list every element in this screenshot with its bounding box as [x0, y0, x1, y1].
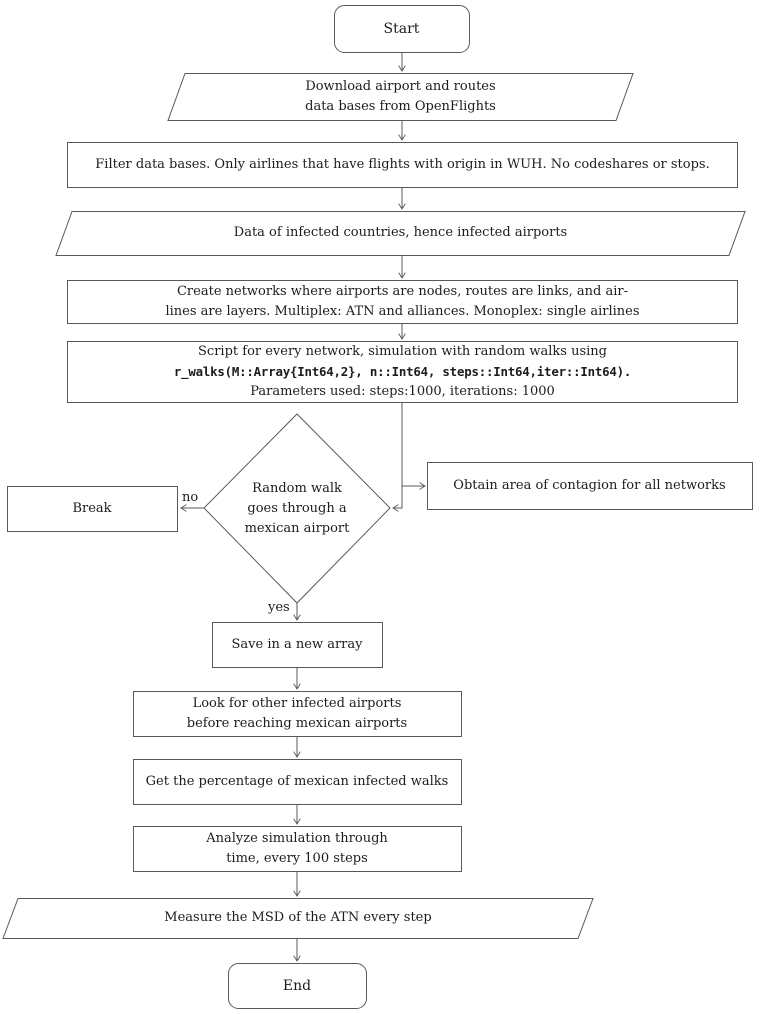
percentage-node-shape: [134, 760, 462, 805]
create-line-1: Create networks where airports are nodes, routes are links, and air-: [176, 283, 628, 299]
filter-label: Filter data bases. Only airlines that have flights with origin in WUH. No codeshares or stops.: [95, 156, 710, 172]
download-line-1: Download airport and routes: [305, 78, 496, 94]
look-node-shape: [134, 692, 462, 737]
decision-node-shape: [204, 414, 390, 603]
save-node-shape: [213, 623, 383, 668]
measure-label: Measure the MSD of the ATN every step: [164, 910, 432, 925]
obtain-label: Obtain area of contagion for all networks: [453, 477, 726, 493]
percentage-label: Get the percentage of mexican infected walks: [145, 773, 449, 789]
obtain-node-shape: [428, 463, 753, 510]
measure-node-shape: [3, 899, 593, 939]
end-label: End: [282, 977, 312, 994]
look-line-2: before reaching mexican airports: [186, 715, 408, 731]
save-label: Save in a new array: [231, 636, 363, 652]
edge-label-yes: yes: [268, 600, 290, 615]
break-label: Break: [72, 500, 112, 516]
create-node-shape: [68, 281, 738, 324]
infected-node-shape: [56, 212, 745, 256]
decision-line-2: goes through a: [247, 500, 347, 516]
break-node-shape: [8, 487, 178, 532]
download-line-2: data bases from OpenFlights: [305, 98, 496, 114]
script-line-1: Script for every network, simulation with random walks using: [198, 343, 607, 359]
download-node-shape: [168, 74, 633, 121]
infected-label: Data of infected countries, hence infected airports: [233, 225, 568, 240]
decision-line-3: mexican airport: [244, 520, 350, 536]
script-node-shape: [68, 342, 738, 403]
decision-line-1: Random walk: [252, 480, 342, 496]
script-line-3: Parameters used: steps:1000, iterations: 1000: [250, 383, 555, 399]
look-line-1: Look for other infected airports: [192, 695, 402, 711]
edge-label-no: no: [182, 490, 199, 505]
start-label: Start: [383, 20, 420, 37]
arrow-script-to-decision: [393, 403, 402, 508]
start-node-shape: [335, 6, 470, 53]
filter-node-shape: [68, 143, 738, 188]
script-code-line: r_walks(M::Array{Int64,2}, n::Int64, steps::Int64,iter::Int64).: [173, 363, 632, 379]
analyze-node-shape: [134, 827, 462, 872]
create-line-2: lines are layers. Multiplex: ATN and alliances. Monoplex: single airlines: [165, 303, 640, 319]
end-node-shape: [229, 964, 367, 1009]
analyze-line-1: Analyze simulation through: [206, 830, 388, 846]
analyze-line-2: time, every 100 steps: [226, 850, 368, 866]
